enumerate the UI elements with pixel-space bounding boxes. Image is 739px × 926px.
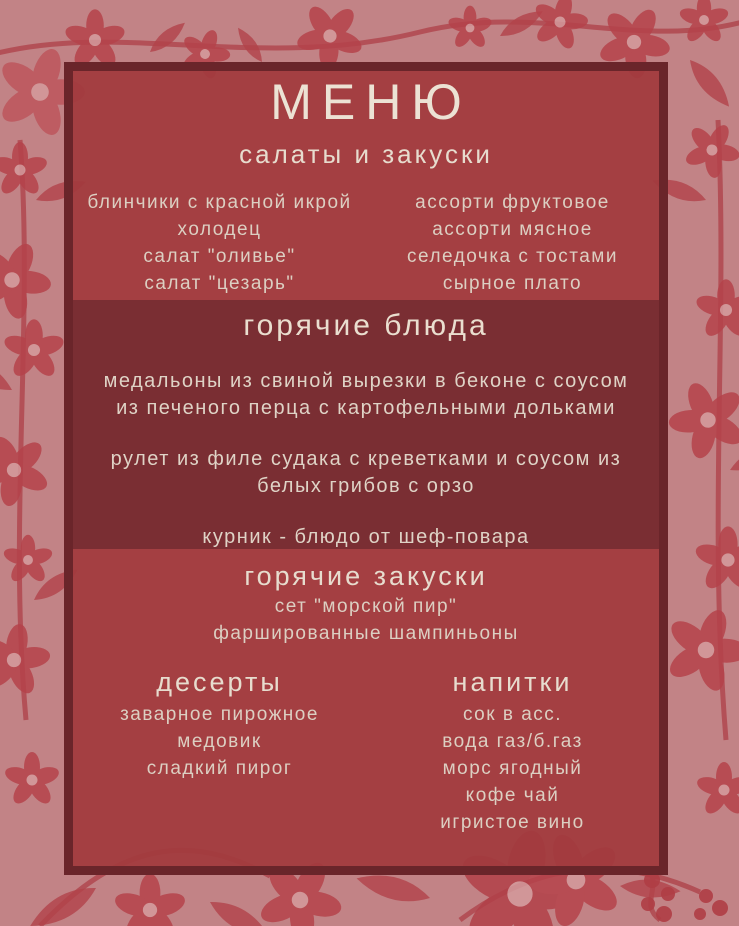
- section-hot-dishes: [73, 300, 659, 549]
- salads-left-list: [73, 189, 366, 297]
- salads-left-column: [73, 189, 366, 297]
- menu-item: селедочка с тостами: [407, 246, 618, 267]
- section-salads: [73, 71, 659, 300]
- menu-item: салат "цезарь": [144, 273, 295, 294]
- menu-item: игристое вино: [440, 812, 585, 833]
- menu-item: холодец: [177, 219, 262, 240]
- desserts-header: десерты: [156, 667, 283, 697]
- menu-card: [64, 62, 668, 875]
- menu-item: ассорти мясное: [432, 219, 593, 240]
- salads-right-column: [366, 189, 659, 297]
- hot-appetizers-header: горячие закуски: [244, 561, 488, 591]
- menu-title: МЕНЮ: [270, 74, 472, 130]
- hot-dish-item: рулет из филе судака с креветками и соусом из белых грибов с орзо: [110, 448, 622, 497]
- menu-item: морс ягодный: [442, 758, 583, 779]
- salads-header: салаты и закуски: [239, 139, 493, 169]
- salads-right-list: [366, 189, 659, 297]
- hot-dish-item: медальоны из свиной вырезки в беконе с соусом из печеного перца с картофельными дольками: [103, 370, 629, 419]
- desserts-column: [73, 667, 366, 836]
- drinks-header: напитки: [452, 667, 573, 697]
- menu-item: вода газ/б.газ: [442, 731, 583, 752]
- hot-dish-item: курник - блюдо от шеф-повара: [202, 526, 530, 548]
- menu-item: медовик: [177, 731, 262, 752]
- menu-item: сок в асс.: [462, 704, 563, 725]
- desserts-drinks-columns: [73, 667, 659, 836]
- section-hot-appetizers: [73, 549, 659, 866]
- menu-item: блинчики с красной икрой: [87, 192, 352, 213]
- menu-item: сет "морской пир": [274, 596, 458, 617]
- desserts-list: [73, 701, 366, 782]
- salads-columns: [73, 189, 659, 297]
- drinks-column: [366, 667, 659, 836]
- menu-item: ассорти фруктовое: [415, 192, 610, 213]
- menu-item: фаршированные шампиньоны: [213, 623, 519, 644]
- menu-item: салат "оливье": [143, 246, 296, 267]
- menu-item: заварное пирожное: [120, 704, 319, 725]
- menu-item: сырное плато: [442, 273, 583, 294]
- menu-item: сладкий пирог: [146, 758, 293, 779]
- hot-appetizers-list: [73, 593, 659, 647]
- drinks-list: [366, 701, 659, 836]
- hot-dishes-header: горячие блюда: [243, 309, 489, 342]
- menu-item: кофе чай: [465, 785, 560, 806]
